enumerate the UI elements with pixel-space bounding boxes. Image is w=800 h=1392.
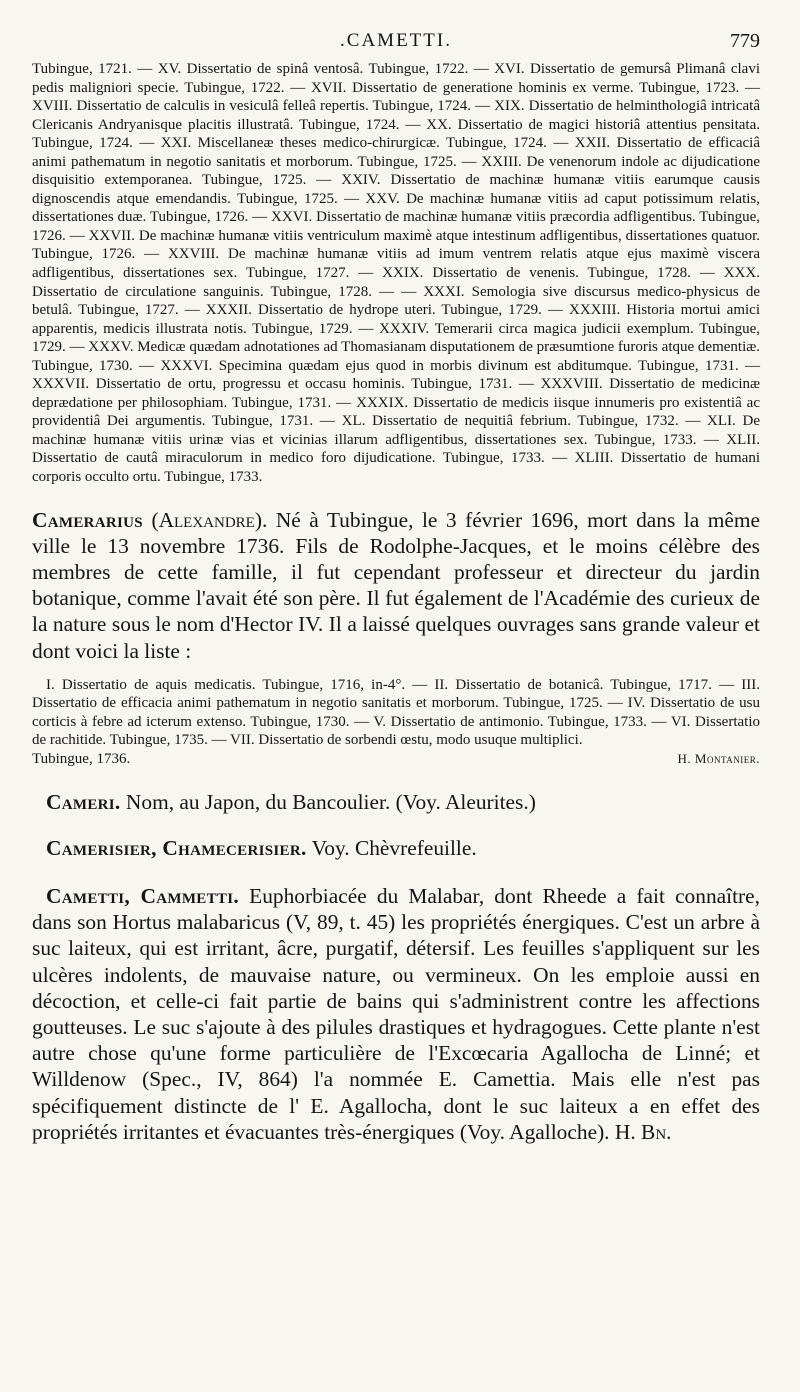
alexandre-works-end (32, 750, 760, 769)
entry-headword: Cameri. (46, 789, 121, 814)
entry-text: Nom, au Japon, du Bancoulier. (Voy. Aleurites.) (125, 789, 536, 814)
author-signature: H. Bn. (614, 1119, 672, 1144)
alexandre-works-list: I. Dissertatio de aquis medicatis. Tubingue, 1716, in-4°. — II. Dissertatio de botanicâ. Tubingue, 1717. — III. Dissertatio de efficacia animi pathematum in negotio sanitatis et morborum. Tubingue, 1725. — IV. Dissertatio de usu corticis à febre ad icterum extenso. Tubingue, 1730. — V. Dissertatio de antimonio. Tubingue, 1733. — VI. Dissertatio de rachitide. Tubingue, 1735. — VII. Dissertatio de sorbendi œstu, modo usuque multiplici. (32, 676, 760, 749)
entry-headword: Cametti, Cammetti. (46, 883, 239, 908)
running-head: .CAMETTI. (340, 30, 452, 51)
entry-headword: Camerarius (32, 507, 143, 532)
author-signature: H. Montanier. (677, 750, 760, 766)
entry-text: Euphorbiacée du Malabar, dont Rheede a fait connaître, dans son Hortus malabaricus (V, 89, t. 45) les propriétés énergiques. C'est un arbre à suc laiteux, qui est irritant, âcre, purgatif, détersif. Les feuilles s'appliquent sur les ulcères indolents, de mauvaise nature, ou vermineux. On les emploie aussi en décoction, et celle-ci fait partie de bains qui s'administrent contre les affections goutteuses. Le suc s'ajoute à des pilules drastiques et hydragogues. Cette plante n'est autre chose qu'une forme particulière de l'Excœcaria Agallocha de Linné; et Willdenow (Spec., IV, 864) l'a nommée E. Camettia. Mais elle n'est pas spécifiquement distincte de l' E. Agallocha, dont le suc laiteux a en effet des propriétés irritantes et évacuantes très-énergiques (Voy. Agalloche). (32, 883, 760, 1144)
entry-camerarius-alexandre (32, 507, 760, 664)
entry-cametti (32, 883, 760, 1145)
entry-text: Voy. Chèvrefeuille. (311, 835, 477, 860)
page-number: 779 (730, 30, 760, 52)
camerarius-bibliography-continued: Tubingue, 1721. — XV. Dissertatio de spinâ ventosâ. Tubingue, 1722. — XVI. Dissertatio de gemursâ Plimanâ clavi pedis maligniori specie. Tubingue, 1722. — XVII. Dissertatio de generatione hominis ex verme. Tubingue, 1723. — XVIII. Dissertatio de calculis in vesiculâ felleâ repertis. Tubingue, 1724. — XIX. Dissertatio de helminthologiâ intricatâ Clericanis Andryanisque placitis illustratâ. Tubingue, 1724. — XX. Dissertatio de magici historiâ attentius pensitata. Tubingue, 1724. — XXI. Miscellaneæ theses medico-chirurgicæ. Tubingue, 1724. — XXII. Dissertatio de efficaciâ animi pathematum in negotio sanitatis et morborum. Tubingue, 1725. — XXIII. De venenorum indole ac dijudicatione disquisitio extemporanea. Tubingue, 1725. — XXIV. Dissertatio de machinæ humanæ vitiis earumque causis dignoscendis atque emendandis. Tubingue, 1725. — XXV. De machinæ humanæ vitiis ad caput potissimum relatis, dissertationes duæ. Tubingue, 1726. — XXVI. Dissertatio de machinæ humanæ vitiis præcordia adfligentibus. Tubingue, 1726. — XXVII. De machinæ humanæ vitiis ventriculum maximè atque intestinum adfligentibus, dissertationes quatuor. Tubingue, 1726. — XXVIII. De machinæ humanæ vitiis ad imum ventrem relatis atque ejus maximè viscera adfligentibus, dissertationes sex. Tubingue, 1727. — XXIX. Dissertatio de venenis. Tubingue, 1728. — XXX. Dissertatio de circulatione sanguinis. Tubingue, 1728. — — XXXI. Semologia sive discursus medico-physicus de betulâ. Tubingue, 1727. — XXXII. Dissertatio de hydrope uteri. Tubingue, 1729. — XXXIII. Historia mortui amici apparentis, medicis illustrata notis. Tubingue, 1729. — XXXIV. Temerarii circa magica judicii exemplum. Tubingue, 1729. — XXXV. Medicæ quædam adnotationes ad Thomasianam disputationem de præsumtione furoris atque dementiæ. Tubingue, 1730. — XXXVI. Specimina quædam ejus quod in morbis divinum est abditumque. Tubingue, 1731. — XXXVII. Dissertatio de ortu, progressu et occasu hominis. Tubingue, 1731. — XXXVIII. Dissertatio de medicinæ deprædatione per philosophiam. Tubingue, 1731. — XXXIX. Dissertatio de medicis iisque innumeris pro existentiâ ac providentiâ Dei argumentis. Tubingue, 1731. — XL. Dissertatio de nequitiâ febrium. Tubingue, 1732. — XLI. De machinæ humanæ vitiis urinæ vias et vicinias illarum adfligentibus, dissertationes sex. Tubingue, 1733. — XLII. Dissertatio de cautâ miraculorum in medico foro dijudicatione. Tubingue, 1733. — XLIII. Dissertatio de humani corporis occulto ortu. Tubingue, 1733. (32, 61, 760, 486)
entry-camerisier (32, 835, 760, 861)
entry-text: Né à Tubingue, le 3 février 1696, mort dans la même ville le 13 novembre 1736. Fils de Rodolphe-Jacques, et le moins célèbre des membres de cette famille, il fut cependant professeur et directeur du jardin botanique, comme l'avait été son père. Il fut également de l'Académie des curieux de la nature sous le nom d'Hector IV. Il a laissé quelques ouvrages sans grande valeur et dont voici la liste : (32, 507, 760, 663)
works-last-line: Tubingue, 1736. (32, 750, 131, 767)
page-header (32, 26, 760, 60)
entry-headword: Camerisier, Chamecerisier. (46, 835, 307, 860)
entry-qualifier: (Alexandre). (151, 507, 268, 532)
entry-cameri (32, 789, 760, 815)
